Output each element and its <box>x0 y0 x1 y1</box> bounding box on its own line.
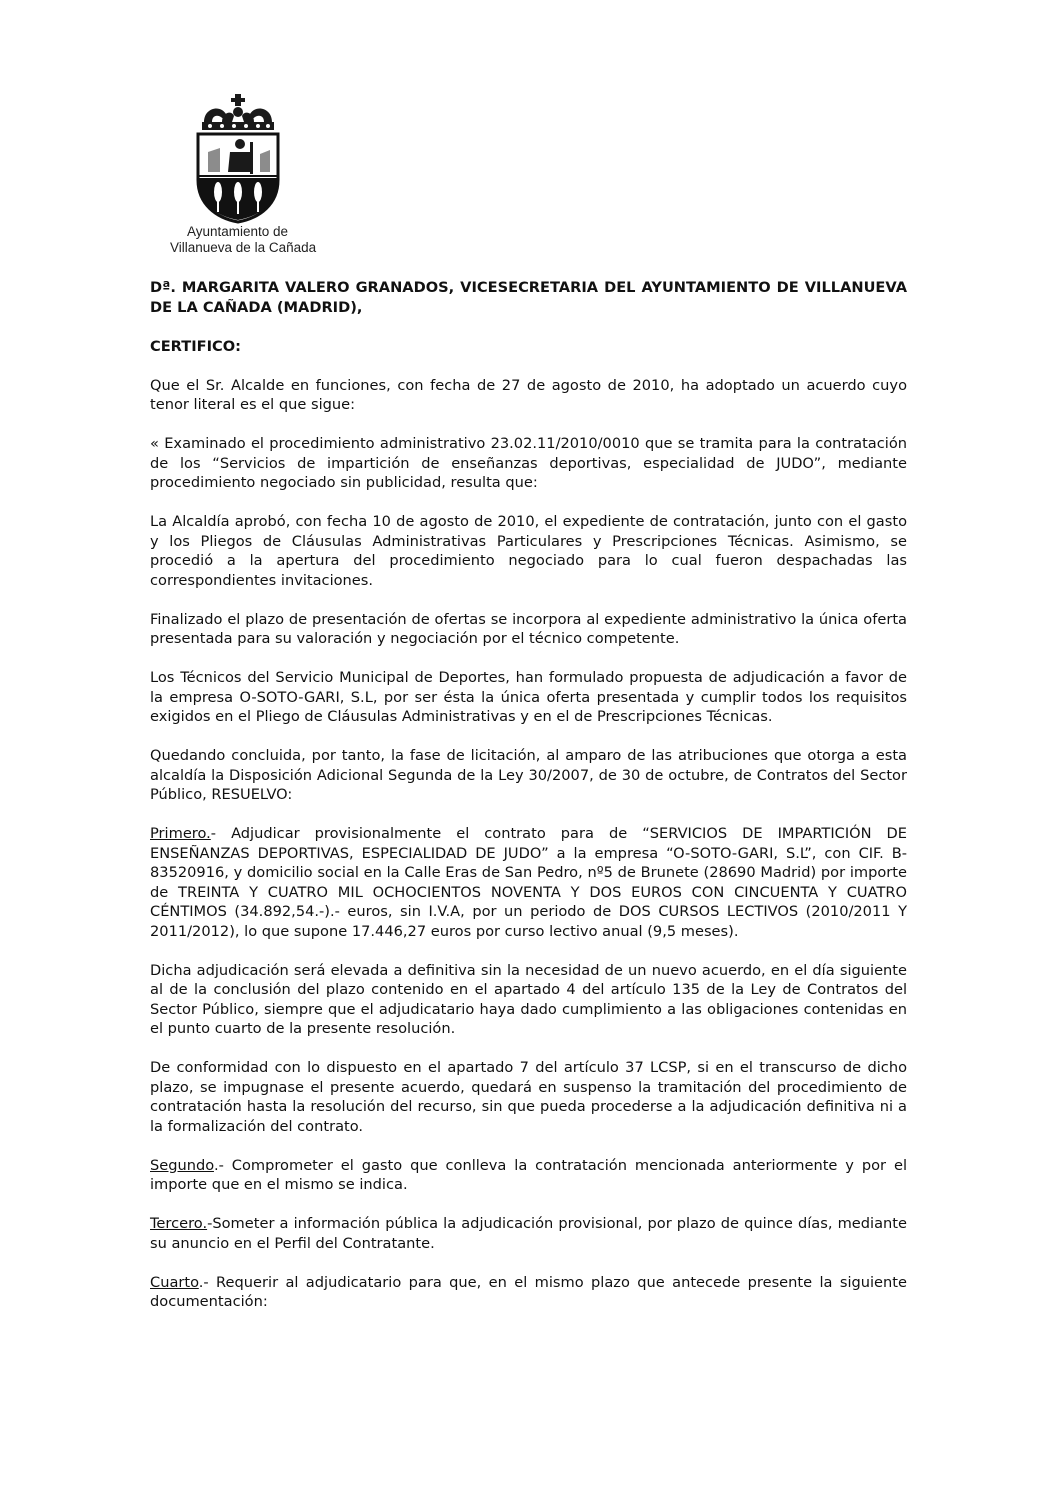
logo-line-2: Villanueva de la Cañada <box>170 240 317 255</box>
paragraph-tecnicos: Los Técnicos del Servicio Municipal de Deportes, han formulado propuesta de adjudicación a favor de la empresa O-SOTO-GARI, S.L, por ser ésta la única oferta presentada y cumplir todos los requisitos exigidos en el Pliego de Cláusulas Administrativas y en el de Prescripciones Técnicas. <box>150 669 907 725</box>
paragraph-tercero <box>150 1214 907 1253</box>
tercero-text: -Someter a información pública la adjudicación provisional, por plazo de quince días, mediante su anuncio en el Perfil del Contratante. <box>150 1215 907 1252</box>
coat-of-arms-icon <box>190 92 286 224</box>
paragraph-dicha: Dicha adjudicación será elevada a definitiva sin la necesidad de un nuevo acuerdo, en el día siguiente al de la conclusión del plazo contenido en el apartado 4 del artículo 135 de la Ley de Contratos del Sector Público, siempre que el adjudicatario haya dado cumplimiento a las obligaciones contenidas en el punto cuarto de la presente resolución. <box>150 961 907 1037</box>
paragraph-conformidad: De conformidad con lo dispuesto en el apartado 7 del artículo 37 LCSP, si en el transcurso de dicho plazo, se impugnase el presente acuerdo, quedará en suspenso la tramitación del procedimiento de contratación hasta la resolución del recurso, sin que pueda procederse a la adjudicación definitiva ni a la formalización del contrato. <box>150 1059 907 1135</box>
municipal-logo <box>170 92 317 256</box>
paragraph-intro: Que el Sr. Alcalde en funciones, con fecha de 27 de agosto de 2010, ha adoptado un acuerdo cuyo tenor literal es el que sigue: <box>150 376 907 413</box>
paragraph-finalizado: Finalizado el plazo de presentación de ofertas se incorpora al expediente administrativo la única oferta presentada para su valoración y negociación por el técnico competente. <box>150 610 907 647</box>
certifico-label: CERTIFICO: <box>150 337 241 355</box>
segundo-text: .- Comprometer el gasto que conlleva la contratación mencionada anteriormente y por el importe que en el mismo se indica. <box>150 1156 907 1193</box>
tercero-label: Tercero. <box>150 1215 208 1232</box>
cuarto-label: Cuarto <box>150 1273 199 1291</box>
paragraph-quedando: Quedando concluida, por tanto, la fase de licitación, al amparo de las atribuciones que otorga a esta alcaldía la Disposición Adicional Segunda de la Ley 30/2007, de 30 de octubre, de Contratos del Sector Público, RESUELVO: <box>150 747 907 803</box>
segundo-label: Segundo <box>150 1156 214 1174</box>
cuarto-text: .- Requerir al adjudicatario para que, en el mismo plazo que antecede presente la siguiente documentación: <box>150 1273 907 1310</box>
paragraph-alcaldia: La Alcaldía aprobó, con fecha 10 de agosto de 2010, el expediente de contratación, junto con el gasto y los Pliegos de Cláusulas Administrativas Particulares y Prescripciones Técnicas. Asimismo, se procedió a la apertura del procedimiento negociado para lo cual fueron despachadas las correspondientes invitaciones. <box>150 513 907 589</box>
primero-text: - Adjudicar provisionalmente el contrato para de “SERVICIOS DE IMPARTICIÓN DE ENSEÑANZAS DEPORTIVAS, ESPECIALIDAD DE JUDO” a la empresa “O-SOTO-GARI, S.L”, con CIF. B- 83520916, y domicilio social en la Calle Eras de San Pedro, nº5 de Brunete (28690 Madrid) por importe de TREINTA Y CUATRO MIL OCHOCIENTOS NOVENTA Y DOS EUROS CON CINCUENTA Y CUATRO CÉNTIMOS (34.892,54.-).- euros, sin I.V.A, por un periodo de DOS CURSOS LECTIVOS (2010/2011 Y 2011/2012), lo que supone 17.446,27 euros por curso lectivo anual (9,5 meses). <box>150 825 907 940</box>
paragraph-examinado: « Examinado el procedimiento administrativo 23.02.11/2010/0010 que se tramita para la contratación de los “Servicios de impartición de enseñanzas deportivas, especialidad de JUDO”, mediante procedimiento negociado sin publicidad, resulta que: <box>150 435 907 491</box>
paragraph-cuarto <box>150 1273 907 1312</box>
document-body <box>150 278 907 1331</box>
paragraph-segundo <box>150 1156 907 1195</box>
primero-label: Primero. <box>150 825 211 842</box>
logo-line-1: Ayuntamiento de <box>186 224 289 239</box>
certifier-heading: Dª. MARGARITA VALERO GRANADOS, VICESECRETARIA DEL AYUNTAMIENTO DE VILLANUEVA DE LA CAÑADA (MADRID), <box>150 279 907 316</box>
paragraph-primero <box>150 824 907 941</box>
